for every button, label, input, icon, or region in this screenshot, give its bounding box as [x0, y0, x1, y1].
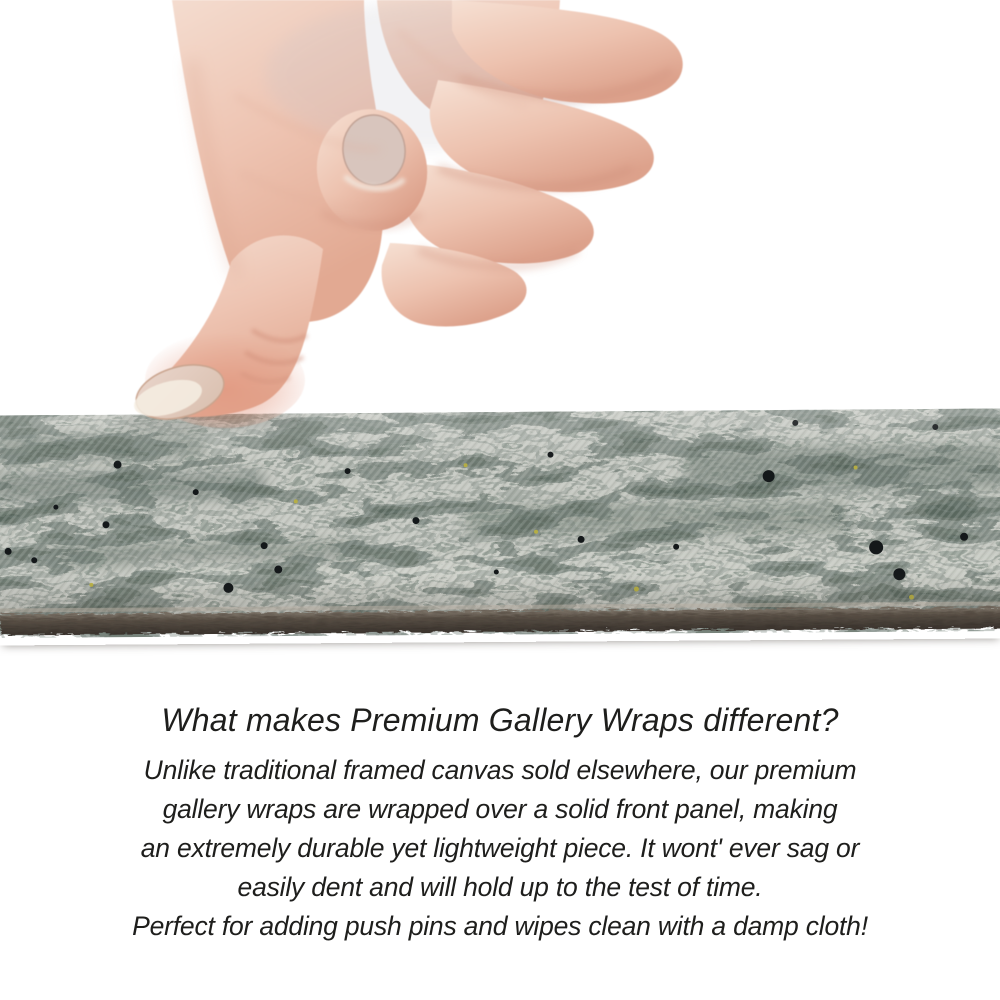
- hand-illustration: [0, 0, 1000, 430]
- body-line-2: gallery wraps are wrapped over a solid front panel, making: [162, 794, 838, 824]
- page-title: What makes Premium Gallery Wraps different?: [161, 702, 839, 738]
- body-line-5: Perfect for adding push pins and wipes clean with a damp cloth!: [132, 911, 868, 941]
- canvas-texture: [0, 408, 1000, 645]
- body-line-4: easily dent and will hold up to the test of time.: [237, 872, 763, 902]
- canvas-strip: [0, 408, 1000, 645]
- body-line-1: Unlike traditional framed canvas sold elsewhere, our premium: [143, 755, 857, 785]
- info-text-block: [0, 698, 1000, 946]
- hand-shapes: [130, 0, 683, 428]
- body-line-3: an extremely durable yet lightweight piece. It wont' ever sag or: [140, 833, 860, 863]
